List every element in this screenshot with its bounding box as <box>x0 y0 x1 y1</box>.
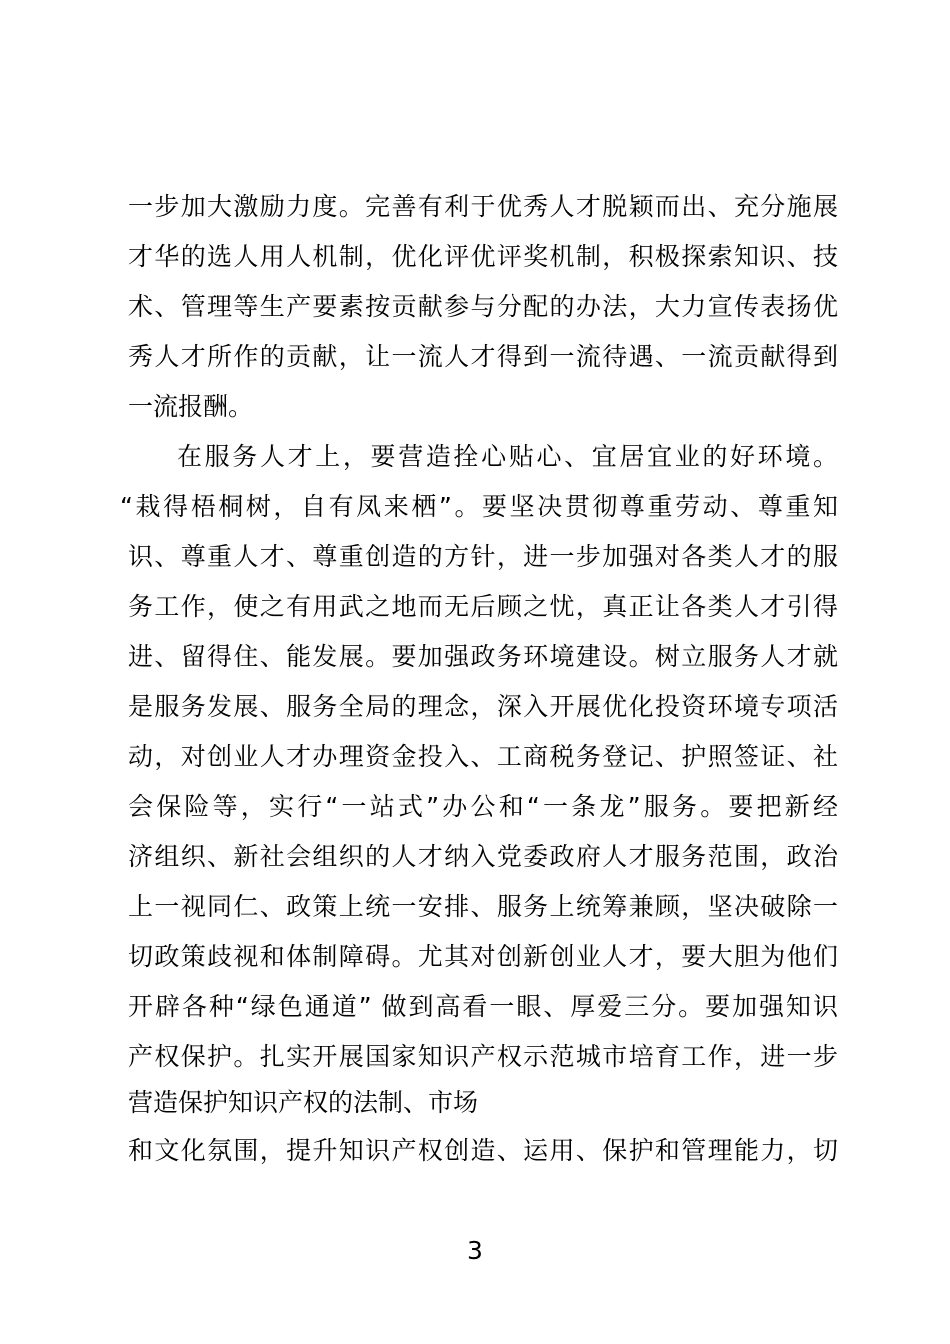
text-line: 在服务人才上，要营造拴心贴心、宜居宜业的好环境。 <box>177 442 838 471</box>
text-line: “栽得梧桐树，自有凤来栖”。要坚决贯彻尊重劳动、尊重知 <box>120 492 838 521</box>
text-line: 术、管理等生产要素按贡献参与分配的办法，大力宣传表扬优 <box>128 292 838 321</box>
text-line: 上一视同仁、政策上统一安排、服务上统筹兼顾，坚决破除一 <box>128 892 838 921</box>
page-number: 3 <box>467 1236 483 1265</box>
text-line: 动，对创业人才办理资金投入、工商税务登记、护照签证、社 <box>128 742 838 771</box>
text-line: 一步加大激励力度。完善有利于优秀人才脱颖而出、充分施展 <box>128 192 838 221</box>
text-line: 务工作，使之有用武之地而无后顾之忧，真正让各类人才引得 <box>128 592 838 621</box>
text-line: 秀人才所作的贡献，让一流人才得到一流待遇、一流贡献得到 <box>128 342 838 371</box>
text-line: 才华的选人用人机制，优化评优评奖机制，积极探索知识、技 <box>128 242 838 271</box>
text-line: 营造保护知识产权的法制、市场 <box>128 1088 479 1117</box>
text-line: 是服务发展、服务全局的理念，深入开展优化投资环境专项活 <box>128 692 838 721</box>
text-line: 切政策歧视和体制障碍。尤其对创新创业人才，要大胆为他们 <box>128 942 838 971</box>
text-line: 和文化氛围，提升知识产权创造、运用、保护和管理能力，切 <box>128 1136 838 1165</box>
text-line: 开辟各种“绿色通道” 做到高看一眼、厚爱三分。要加强知识 <box>128 992 838 1021</box>
text-line: 进、留得住、能发展。要加强政务环境建设。树立服务人才就 <box>128 642 838 671</box>
text-line: 识、尊重人才、尊重创造的方针，进一步加强对各类人才的服 <box>128 542 838 571</box>
text-line: 一流报酬。 <box>128 392 254 421</box>
text-line: 济组织、新社会组织的人才纳入党委政府人才服务范围，政治 <box>128 842 838 871</box>
text-line: 会保险等，实行“一站式”办公和“一条龙”服务。要把新经 <box>128 792 838 821</box>
text-line: 产权保护。扎实开展国家知识产权示范城市培育工作，进一步 <box>128 1042 838 1071</box>
